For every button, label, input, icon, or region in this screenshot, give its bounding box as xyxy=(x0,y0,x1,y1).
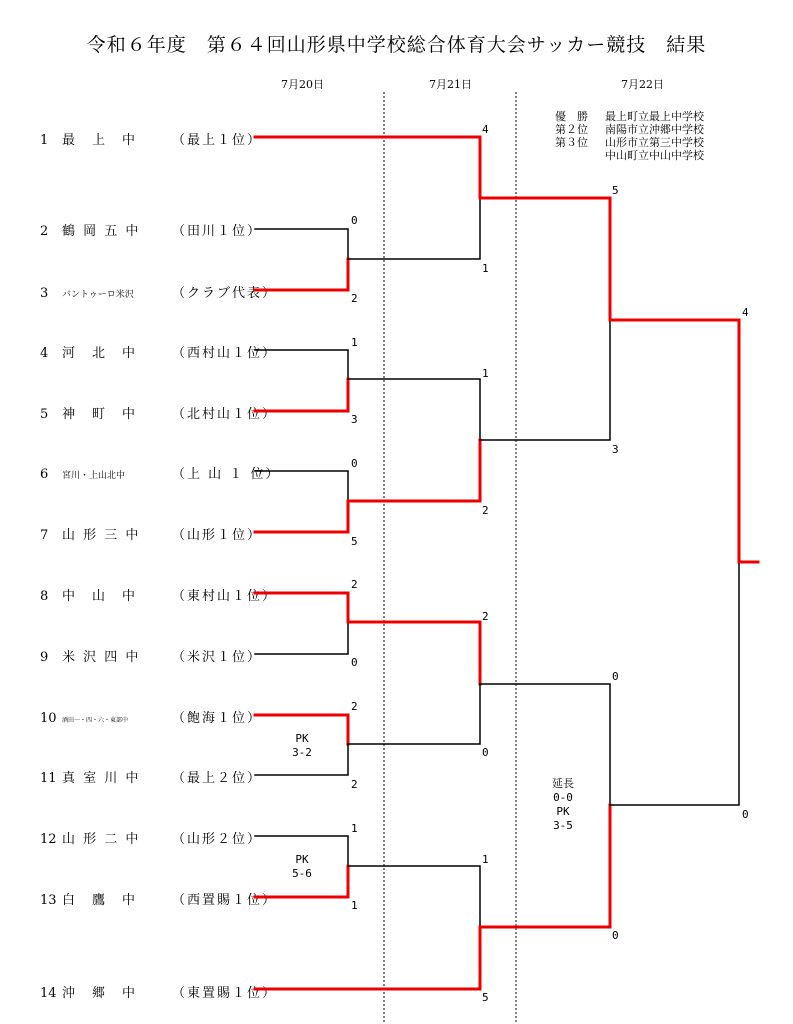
team-number: 2 xyxy=(40,224,49,239)
score: 5 xyxy=(612,184,619,197)
line-w1213 xyxy=(348,866,480,927)
result-row: 第３位 山形市立第三中学校 xyxy=(555,136,704,149)
line-final-top xyxy=(610,320,739,562)
line-team9 xyxy=(255,622,348,654)
score: 4 xyxy=(742,306,749,319)
score: 0 xyxy=(351,457,358,470)
team-number: 10 xyxy=(40,711,57,726)
team-qualification: （最上２位） xyxy=(172,771,263,786)
team-number: 3 xyxy=(40,286,49,301)
score: 5 xyxy=(482,991,489,1004)
line-team1 xyxy=(255,137,480,198)
team-qualification: （西村山１位） xyxy=(172,346,278,361)
score: 1 xyxy=(351,899,358,912)
team-number: 4 xyxy=(40,346,49,361)
score: 3 xyxy=(612,443,619,456)
team-name: 米 沢 四 中 xyxy=(62,650,141,665)
line-w67 xyxy=(348,440,480,501)
line-team8 xyxy=(255,593,348,622)
score: 1 xyxy=(482,367,489,380)
line-w89 xyxy=(348,622,480,684)
team-name: 酒田一・四・六・東部中 xyxy=(62,717,129,724)
score: 1 xyxy=(482,262,489,275)
team-qualification: （山形１位） xyxy=(172,528,263,543)
team-number: 11 xyxy=(40,771,57,786)
score: 2 xyxy=(482,610,489,623)
line-sf-b xyxy=(480,320,610,440)
score: 0 xyxy=(351,214,358,227)
team-name: 山 形 三 中 xyxy=(62,528,141,543)
team-name: 白 鷹 中 xyxy=(62,893,138,908)
team-qualification: （飽海１位） xyxy=(172,711,263,726)
score: 2 xyxy=(351,700,358,713)
team-qualification: （北村山１位） xyxy=(172,407,278,422)
team-number: 7 xyxy=(40,528,49,543)
team-name: 神 町 中 xyxy=(62,407,138,422)
team-qualification: （西置賜１位） xyxy=(172,893,278,908)
team-name: バントゥーロ米沢 xyxy=(62,290,134,300)
score: 0 xyxy=(351,656,358,669)
line-w45 xyxy=(348,379,480,440)
team-name: 河 北 中 xyxy=(62,346,138,361)
line-team7 xyxy=(255,501,348,532)
date-day3: 7月22日 xyxy=(621,78,664,91)
score: 0 xyxy=(612,929,619,942)
result-row: 優 勝 最上町立最上中学校 xyxy=(555,110,704,123)
team-qualification: （東置賜１位） xyxy=(172,986,278,1001)
line-team4 xyxy=(255,350,348,379)
score: 2 xyxy=(351,778,358,791)
score: 3 xyxy=(351,413,358,426)
score: 0 xyxy=(742,808,749,821)
result-row: 中山町立中山中学校 xyxy=(605,149,704,162)
line-team6 xyxy=(255,471,348,501)
team-name: 宮川・上山北中 xyxy=(62,471,126,481)
line-team2 xyxy=(255,229,348,259)
team-qualification: （田川１位） xyxy=(172,224,263,239)
score: 2 xyxy=(351,578,358,591)
score: 5 xyxy=(351,535,358,548)
date-day1: 7月20日 xyxy=(281,78,324,91)
line-team5 xyxy=(255,379,348,411)
line-final-bot xyxy=(610,562,739,805)
line-w23 xyxy=(348,198,480,259)
line-w1011 xyxy=(348,684,480,744)
team-number: 14 xyxy=(40,986,57,1001)
team-qualification: （最上１位） xyxy=(172,133,263,148)
score: 2 xyxy=(351,292,358,305)
team-number: 12 xyxy=(40,832,57,847)
team-name: 真 室 川 中 xyxy=(62,771,141,786)
page-title: 令和６年度 第６４回山形県中学校総合体育大会サッカー競技 結果 xyxy=(86,34,707,56)
score: 4 xyxy=(482,123,489,136)
team-name: 沖 郷 中 xyxy=(62,986,138,1001)
team-name: 山 形 二 中 xyxy=(62,832,141,847)
team-qualification: （東村山１位） xyxy=(172,589,278,604)
score: 0 xyxy=(482,746,489,759)
date-day2: 7月21日 xyxy=(429,78,472,91)
team-number: 8 xyxy=(40,589,49,604)
pk-note: PK 5-6 xyxy=(292,853,312,880)
score: 1 xyxy=(351,336,358,349)
result-row: 第２位 南陽市立沖郷中学校 xyxy=(555,123,704,136)
team-qualification: （米沢１位） xyxy=(172,650,263,665)
pk-note: PK 3-2 xyxy=(292,732,312,759)
line-sf-a xyxy=(480,198,610,320)
team-name: 鶴 岡 五 中 xyxy=(62,224,141,239)
score: 1 xyxy=(351,822,358,835)
line-team14 xyxy=(255,927,480,989)
team-qualification: （上 山 １ 位） xyxy=(172,467,281,482)
line-team3 xyxy=(255,259,348,290)
team-name: 最 上 中 xyxy=(62,133,138,148)
score: 0 xyxy=(612,670,619,683)
team-qualification: （山形２位） xyxy=(172,832,263,847)
team-number: 5 xyxy=(40,407,49,422)
overtime-note: 延長 0-0 PK 3-5 xyxy=(552,777,574,832)
team-number: 1 xyxy=(40,133,49,148)
score: 2 xyxy=(482,504,489,517)
team-number: 6 xyxy=(40,467,49,482)
team-name: 中 山 中 xyxy=(62,589,138,604)
score: 1 xyxy=(482,853,489,866)
team-number: 9 xyxy=(40,650,49,665)
team-number: 13 xyxy=(40,893,57,908)
team-qualification: （クラブ代表） xyxy=(172,286,278,301)
